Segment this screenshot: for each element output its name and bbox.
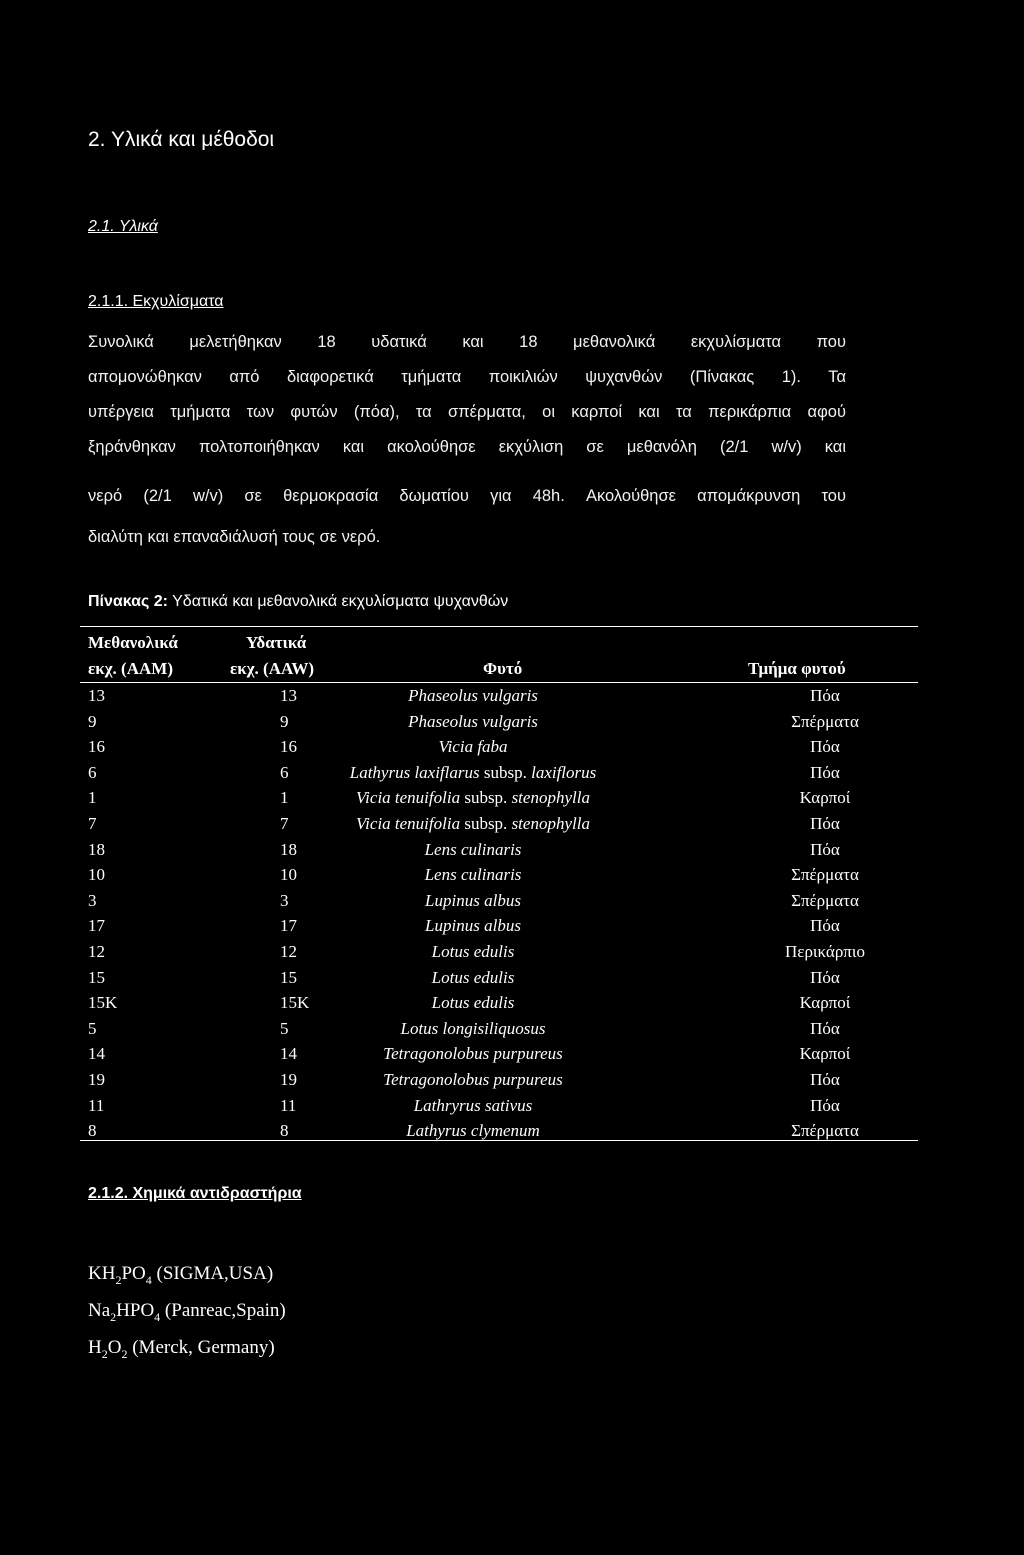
cell-aam: 7 <box>88 814 97 833</box>
cell-aaw: 1 <box>280 788 289 808</box>
plant-name: Vicia faba <box>438 737 508 757</box>
paragraph-line: διαλύτη και επαναδιάλυσή τους σε νερό. <box>88 528 381 546</box>
reagent-formula: HPO <box>116 1300 155 1321</box>
cell-part: Σπέρματα <box>791 865 859 885</box>
cell-part: Σπέρματα <box>791 711 859 731</box>
cell-plant <box>342 734 604 759</box>
table-caption-label: Πίνακας 2: <box>88 593 168 610</box>
table-row <box>80 990 918 1015</box>
cell-aam: 11 <box>88 1095 105 1115</box>
cell-part: Πόα <box>810 1018 840 1038</box>
table-row <box>80 1093 918 1118</box>
section-title: 2. Υλικά και μέθοδοι <box>88 128 275 151</box>
paragraph-line: νερό (2/1 w/v) σε θερμοκρασία δωματίου για 48h. Ακολούθησε απομάκρυνση του <box>88 487 846 505</box>
reagent-supplier: (Panreac,Spain) <box>160 1300 286 1321</box>
cell-aam: 14 <box>88 1044 105 1064</box>
cell-aam: 18 <box>88 839 105 859</box>
reagent-formula: PO <box>121 1263 146 1284</box>
cell-aaw: 15K <box>280 993 310 1013</box>
cell-plant <box>342 837 604 862</box>
reagent-subscript: 2 <box>115 1272 122 1287</box>
cell-plant <box>342 1016 604 1041</box>
cell-aam: 19 <box>88 1070 105 1089</box>
cell-aaw: 17 <box>280 916 297 936</box>
cell-aaw: 13 <box>280 686 297 705</box>
cell-part: Καρποί <box>799 993 851 1013</box>
plant-name: Lens culinaris <box>424 839 522 859</box>
cell-part: Πόα <box>810 839 840 859</box>
reagent-item <box>88 1263 273 1288</box>
plant-subspecies: stenophylla <box>511 814 590 833</box>
cell-plant <box>342 1041 604 1066</box>
cell-aaw: 12 <box>280 942 297 961</box>
cell-aam: 8 <box>88 1121 97 1141</box>
header-part: Τμήμα φυτού <box>748 659 846 678</box>
cell-plant <box>342 760 604 785</box>
reagent-item <box>88 1337 275 1362</box>
plant-name: Lotus edulis <box>431 967 515 987</box>
cell-aam: 1 <box>88 788 97 808</box>
cell-aam: 17 <box>88 916 105 936</box>
table-row <box>80 965 918 990</box>
plant-name: Tetragonolobus purpureus <box>383 1044 563 1064</box>
table-row <box>80 811 918 836</box>
table-row <box>80 785 918 810</box>
reagent-subscript: 2 <box>121 1346 128 1361</box>
reagent-item <box>88 1300 286 1325</box>
plant-name: Lens culinaris <box>424 865 522 885</box>
cell-plant <box>342 990 604 1015</box>
plant-name: Lotus longisiliquosus <box>400 1018 546 1038</box>
table-row <box>80 862 918 887</box>
cell-part: Σπέρματα <box>791 890 859 910</box>
table-row <box>80 1016 918 1041</box>
cell-plant <box>342 888 604 913</box>
plant-name: Lathryrus sativus <box>413 1095 533 1115</box>
table-row <box>80 1067 918 1092</box>
cell-plant <box>342 785 604 810</box>
cell-aam: 13 <box>88 686 105 705</box>
plant-subspecies: laxiflorus <box>531 762 597 782</box>
table-row <box>80 913 918 938</box>
cell-part: Σπέρματα <box>791 1121 859 1141</box>
reagent-formula: H <box>88 1337 102 1358</box>
paragraph-line: Συνολικά μελετήθηκαν 18 υδατικά και 18 μεθανολικά εκχυλίσματα που <box>88 333 846 351</box>
table-row <box>80 888 918 913</box>
cell-aaw: 8 <box>280 1121 289 1141</box>
cell-aam: 15 <box>88 967 105 987</box>
header-aaw-line1: Υδατικά <box>246 633 307 652</box>
plant-name: Lotus edulis <box>431 993 515 1013</box>
cell-aaw: 16 <box>280 737 297 757</box>
cell-plant <box>342 965 604 990</box>
plant-subsp: subsp. <box>460 788 512 808</box>
reagent-subscript: 4 <box>145 1272 152 1287</box>
reagent-formula: Na <box>88 1300 111 1321</box>
table-row <box>80 760 918 785</box>
cell-plant <box>342 939 604 964</box>
cell-aam: 10 <box>88 865 105 885</box>
plant-name: Lathyrus clymenum <box>406 1121 540 1141</box>
plant-name: Lathyrus laxiflarus <box>349 762 480 782</box>
cell-plant <box>342 1067 604 1092</box>
header-aam-line2: εκχ. (AAM) <box>88 659 173 678</box>
cell-part: Πόα <box>810 1095 840 1115</box>
cell-plant <box>342 913 604 938</box>
cell-aam: 3 <box>88 890 97 910</box>
subsubsection-title: 2.1.1. Εκχυλίσματα <box>88 293 224 310</box>
paragraph-line: απομονώθηκαν από διαφορετικά τμήματα ποικιλιών ψυχανθών (Πίνακας 1). Τα <box>88 368 846 386</box>
reagent-subscript: 2 <box>101 1346 108 1361</box>
cell-part: Περικάρπιο <box>785 942 865 961</box>
reagent-supplier: (Merck, Germany) <box>127 1337 275 1358</box>
plant-name: Tetragonolobus purpureus <box>383 1070 563 1089</box>
cell-aaw: 6 <box>280 762 289 782</box>
cell-aam: 5 <box>88 1018 97 1038</box>
table-row <box>80 683 918 708</box>
cell-aaw: 7 <box>280 814 289 833</box>
cell-aaw: 14 <box>280 1044 297 1064</box>
table-bottom-rule <box>80 1140 918 1141</box>
header-aam-line1: Μεθανολικά <box>88 633 178 652</box>
reagent-subscript: 2 <box>110 1309 117 1324</box>
cell-aam: 6 <box>88 762 97 782</box>
plant-name: Vicia tenuifolia <box>356 814 461 833</box>
table-row <box>80 939 918 964</box>
cell-aam: 12 <box>88 942 105 961</box>
cell-part: Πόα <box>810 814 840 833</box>
cell-aaw: 3 <box>280 890 289 910</box>
cell-part: Πόα <box>810 762 840 782</box>
cell-aaw: 9 <box>280 711 289 731</box>
table-row <box>80 734 918 759</box>
reagents-title: 2.1.2. Χημικά αντιδραστήρια <box>88 1185 302 1202</box>
paragraph-line: υπέργεια τμήματα των φυτών (πόα), τα σπέρματα, οι καρποί και τα περικάρπια αφού <box>88 403 846 421</box>
table-row <box>80 837 918 862</box>
table-caption-text: Υδατικά και μεθανολικά εκχυλίσματα ψυχανθών <box>172 593 509 610</box>
subsection-title: 2.1. Υλικά <box>88 218 158 235</box>
table-row <box>80 1041 918 1066</box>
table-top-rule <box>80 626 918 627</box>
reagent-supplier: (SIGMA,USA) <box>151 1263 274 1284</box>
plant-name: Phaseolus vulgaris <box>408 686 538 705</box>
table-caption <box>88 593 508 611</box>
plant-name: Lupinus albus <box>425 890 521 910</box>
header-plant: Φυτό <box>483 659 523 678</box>
cell-part: Καρποί <box>799 1044 851 1064</box>
cell-aaw: 11 <box>280 1095 297 1115</box>
cell-part: Πόα <box>810 686 840 705</box>
cell-aaw: 10 <box>280 865 297 885</box>
cell-part: Πόα <box>810 1070 840 1089</box>
cell-plant <box>342 683 604 708</box>
reagent-formula: KH <box>88 1263 116 1284</box>
cell-aam: 9 <box>88 711 97 731</box>
plant-name: Vicia tenuifolia <box>356 788 461 808</box>
cell-aaw: 15 <box>280 967 297 987</box>
table-row <box>80 709 918 734</box>
cell-part: Πόα <box>810 916 840 936</box>
cell-aam: 16 <box>88 737 105 757</box>
cell-part: Καρποί <box>799 788 851 808</box>
cell-aaw: 5 <box>280 1018 289 1038</box>
plant-subspecies: stenophylla <box>511 788 590 808</box>
cell-part: Πόα <box>810 967 840 987</box>
header-aaw-line2: εκχ. (AAW) <box>230 659 315 678</box>
cell-plant <box>342 862 604 887</box>
plant-name: Lupinus albus <box>425 916 521 936</box>
reagent-subscript: 4 <box>154 1309 161 1324</box>
plant-subsp: subsp. <box>479 762 532 782</box>
paragraph-line: ξηράνθηκαν πολτοποιήθηκαν και ακολούθησε εκχύλιση σε μεθανόλη (2/1 w/v) και <box>88 438 846 456</box>
reagent-formula: O <box>107 1337 122 1358</box>
plant-name: Lotus edulis <box>431 942 515 961</box>
cell-part: Πόα <box>810 737 840 757</box>
cell-aaw: 19 <box>280 1070 297 1089</box>
cell-plant <box>342 811 604 836</box>
cell-plant <box>342 709 604 734</box>
cell-aaw: 18 <box>280 839 297 859</box>
plant-subsp: subsp. <box>460 814 512 833</box>
cell-aam: 15K <box>88 993 118 1013</box>
plant-name: Phaseolus vulgaris <box>408 711 538 731</box>
cell-plant <box>342 1093 604 1118</box>
